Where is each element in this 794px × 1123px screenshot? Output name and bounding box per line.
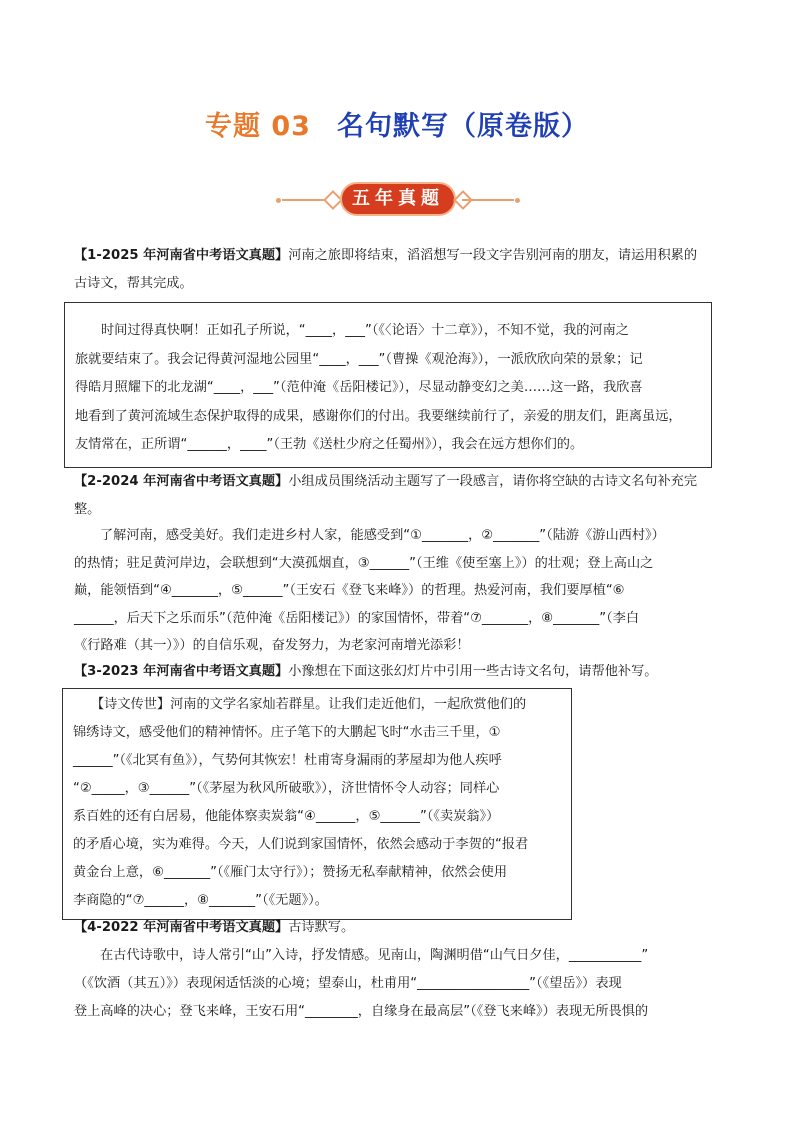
q1-prompt-1: 河南之旅即将结束，滔滔想写一段文字告别河南的朋友，请运用积累的	[288, 248, 698, 263]
q3-line: 李商隐的“⑦______，⑧_______”（《无题》）。	[73, 893, 328, 908]
q3-line: 的矛盾心境，实为难得。今天，人们说到家国情怀，依然会感动于李贺的“报君	[73, 837, 529, 852]
q4-tag: 【4-2022 年河南省中考语文真题】	[74, 920, 289, 935]
q2-tag: 【2-2024 年河南省中考语文真题】	[74, 474, 289, 489]
q1-prompt-2: 古诗文，帮其完成。	[74, 276, 193, 291]
q2-line: 《行路难（其一）》）的自信乐观，奋发努力，为老家河南增光添彩！	[74, 638, 470, 653]
title-topic: 专题 03	[205, 111, 311, 142]
banner-line-right	[462, 199, 514, 201]
q2-line: ______，后天下之乐而乐”（范仲淹《岳阳楼记》）的家国情怀，带着“⑦_______，⑧_______”（李白	[74, 610, 640, 626]
q3-line: 锦绣诗文，感受他们的精神情怀。庄子笔下的大鹏起飞时“水击三千里，①	[73, 725, 501, 740]
page-title	[0, 104, 794, 143]
q2-passage	[74, 522, 665, 660]
q1-passage	[75, 317, 682, 460]
q1-line: 地看到了黄河流域生态保护取得的成果，感谢你们的付出。我要继续前行了，亲爱的朋友们，距离虽远，	[75, 408, 682, 424]
q2-heading	[74, 468, 697, 524]
q1-passage-box	[64, 302, 712, 468]
q4-line: 登上高峰的决心；登飞来峰，王安石用“________，自缘身在最高层”（《登飞来峰》）表现无所畏惧的	[74, 1004, 649, 1019]
q4-heading	[74, 914, 354, 942]
q3-passage	[73, 691, 528, 915]
q1-heading	[74, 242, 697, 298]
q4-passage	[74, 942, 648, 1026]
q4-line: （《饮酒（其五）》）表现闲适恬淡的心境；望泰山，杜甫用“_________________”（《望岳》）表现	[74, 976, 622, 991]
q3-line: “②_____，③______”（《茅屋为秋风所破歌》），济世情怀令人动容；同样心	[73, 781, 500, 796]
section-banner	[274, 180, 522, 220]
q1-tag: 【1-2025 年河南省中考语文真题】	[74, 248, 289, 263]
q2-line: 巅，能领悟到“④_______，⑤______”（王安石《登飞来峰》）的哲理。热爱河南，我们要厚植“⑥	[74, 583, 625, 598]
q2-prompt-2: 整。	[74, 502, 101, 517]
q3-heading	[74, 658, 657, 686]
banner-dot-right-icon	[515, 198, 520, 203]
q3-line: ______”（《北冥有鱼》），气势何其恢宏！杜甫寄身漏雨的茅屋却为他人疾呼	[73, 753, 502, 768]
q3-tag: 【3-2023 年河南省中考语文真题】	[74, 664, 289, 679]
q2-line: 的热情；驻足黄河岸边，会联想到“大漠孤烟直，③______”（王维《使至塞上》）的壮观；登上高山之	[74, 555, 654, 571]
q2-prompt-1: 小组成员围绕活动主题写了一段感言，请你将空缺的古诗文名句补充完	[288, 474, 698, 489]
q3-prompt-1: 小豫想在下面这张幻灯片中引用一些古诗文名句，请帮他补写。	[288, 664, 658, 679]
q4-line: 在古代诗歌中，诗人常引“山”入诗，抒发情感。见南山，陶渊明借“山气日夕佳，___________”	[100, 948, 649, 963]
q3-line: 【诗文传世】河南的文学名家灿若群星。让我们走近他们，一起欣赏他们的	[91, 697, 527, 712]
q1-line: 得皓月照耀下的北龙湖“____，___”（范仲淹《岳阳楼记》），尽显动静变幻之美……这一路，我欣喜	[75, 380, 643, 395]
q4-prompt-1: 古诗默写。	[288, 920, 355, 935]
q1-line: 时间过得真快啊！正如孔子所说，“____，___”（《〈论语〉十二章》），不知不觉，我的河南之	[101, 323, 629, 338]
q3-line: 黄金台上意，⑥_______”（《雁门太守行》）；赞扬无私奉献精神，依然会使用	[73, 865, 508, 880]
title-subject: 名句默写（原卷版）	[336, 111, 589, 142]
q1-line: 旅就要结束了。我会记得黄河湿地公园里“____，___”（曹操《观沧海》），一派欣欣向荣的景象；记	[75, 351, 643, 367]
q2-line: 了解河南，感受美好。我们走进乡村人家，能感受到“①_______，②_______”（陆游《游山西村》）	[100, 528, 665, 543]
q3-slide-box	[62, 688, 572, 920]
q1-line: 友情常在，正所谓“______，____”（王勃《送杜少府之任蜀州》），我会在远方想你们的。	[75, 437, 584, 452]
banner-dot-left-icon	[276, 198, 281, 203]
q3-line: 系百姓的还有白居易，他能体察卖炭翁“④______，⑤______”（《卖炭翁》）	[73, 809, 500, 824]
banner-label: 五年真题	[340, 182, 456, 216]
